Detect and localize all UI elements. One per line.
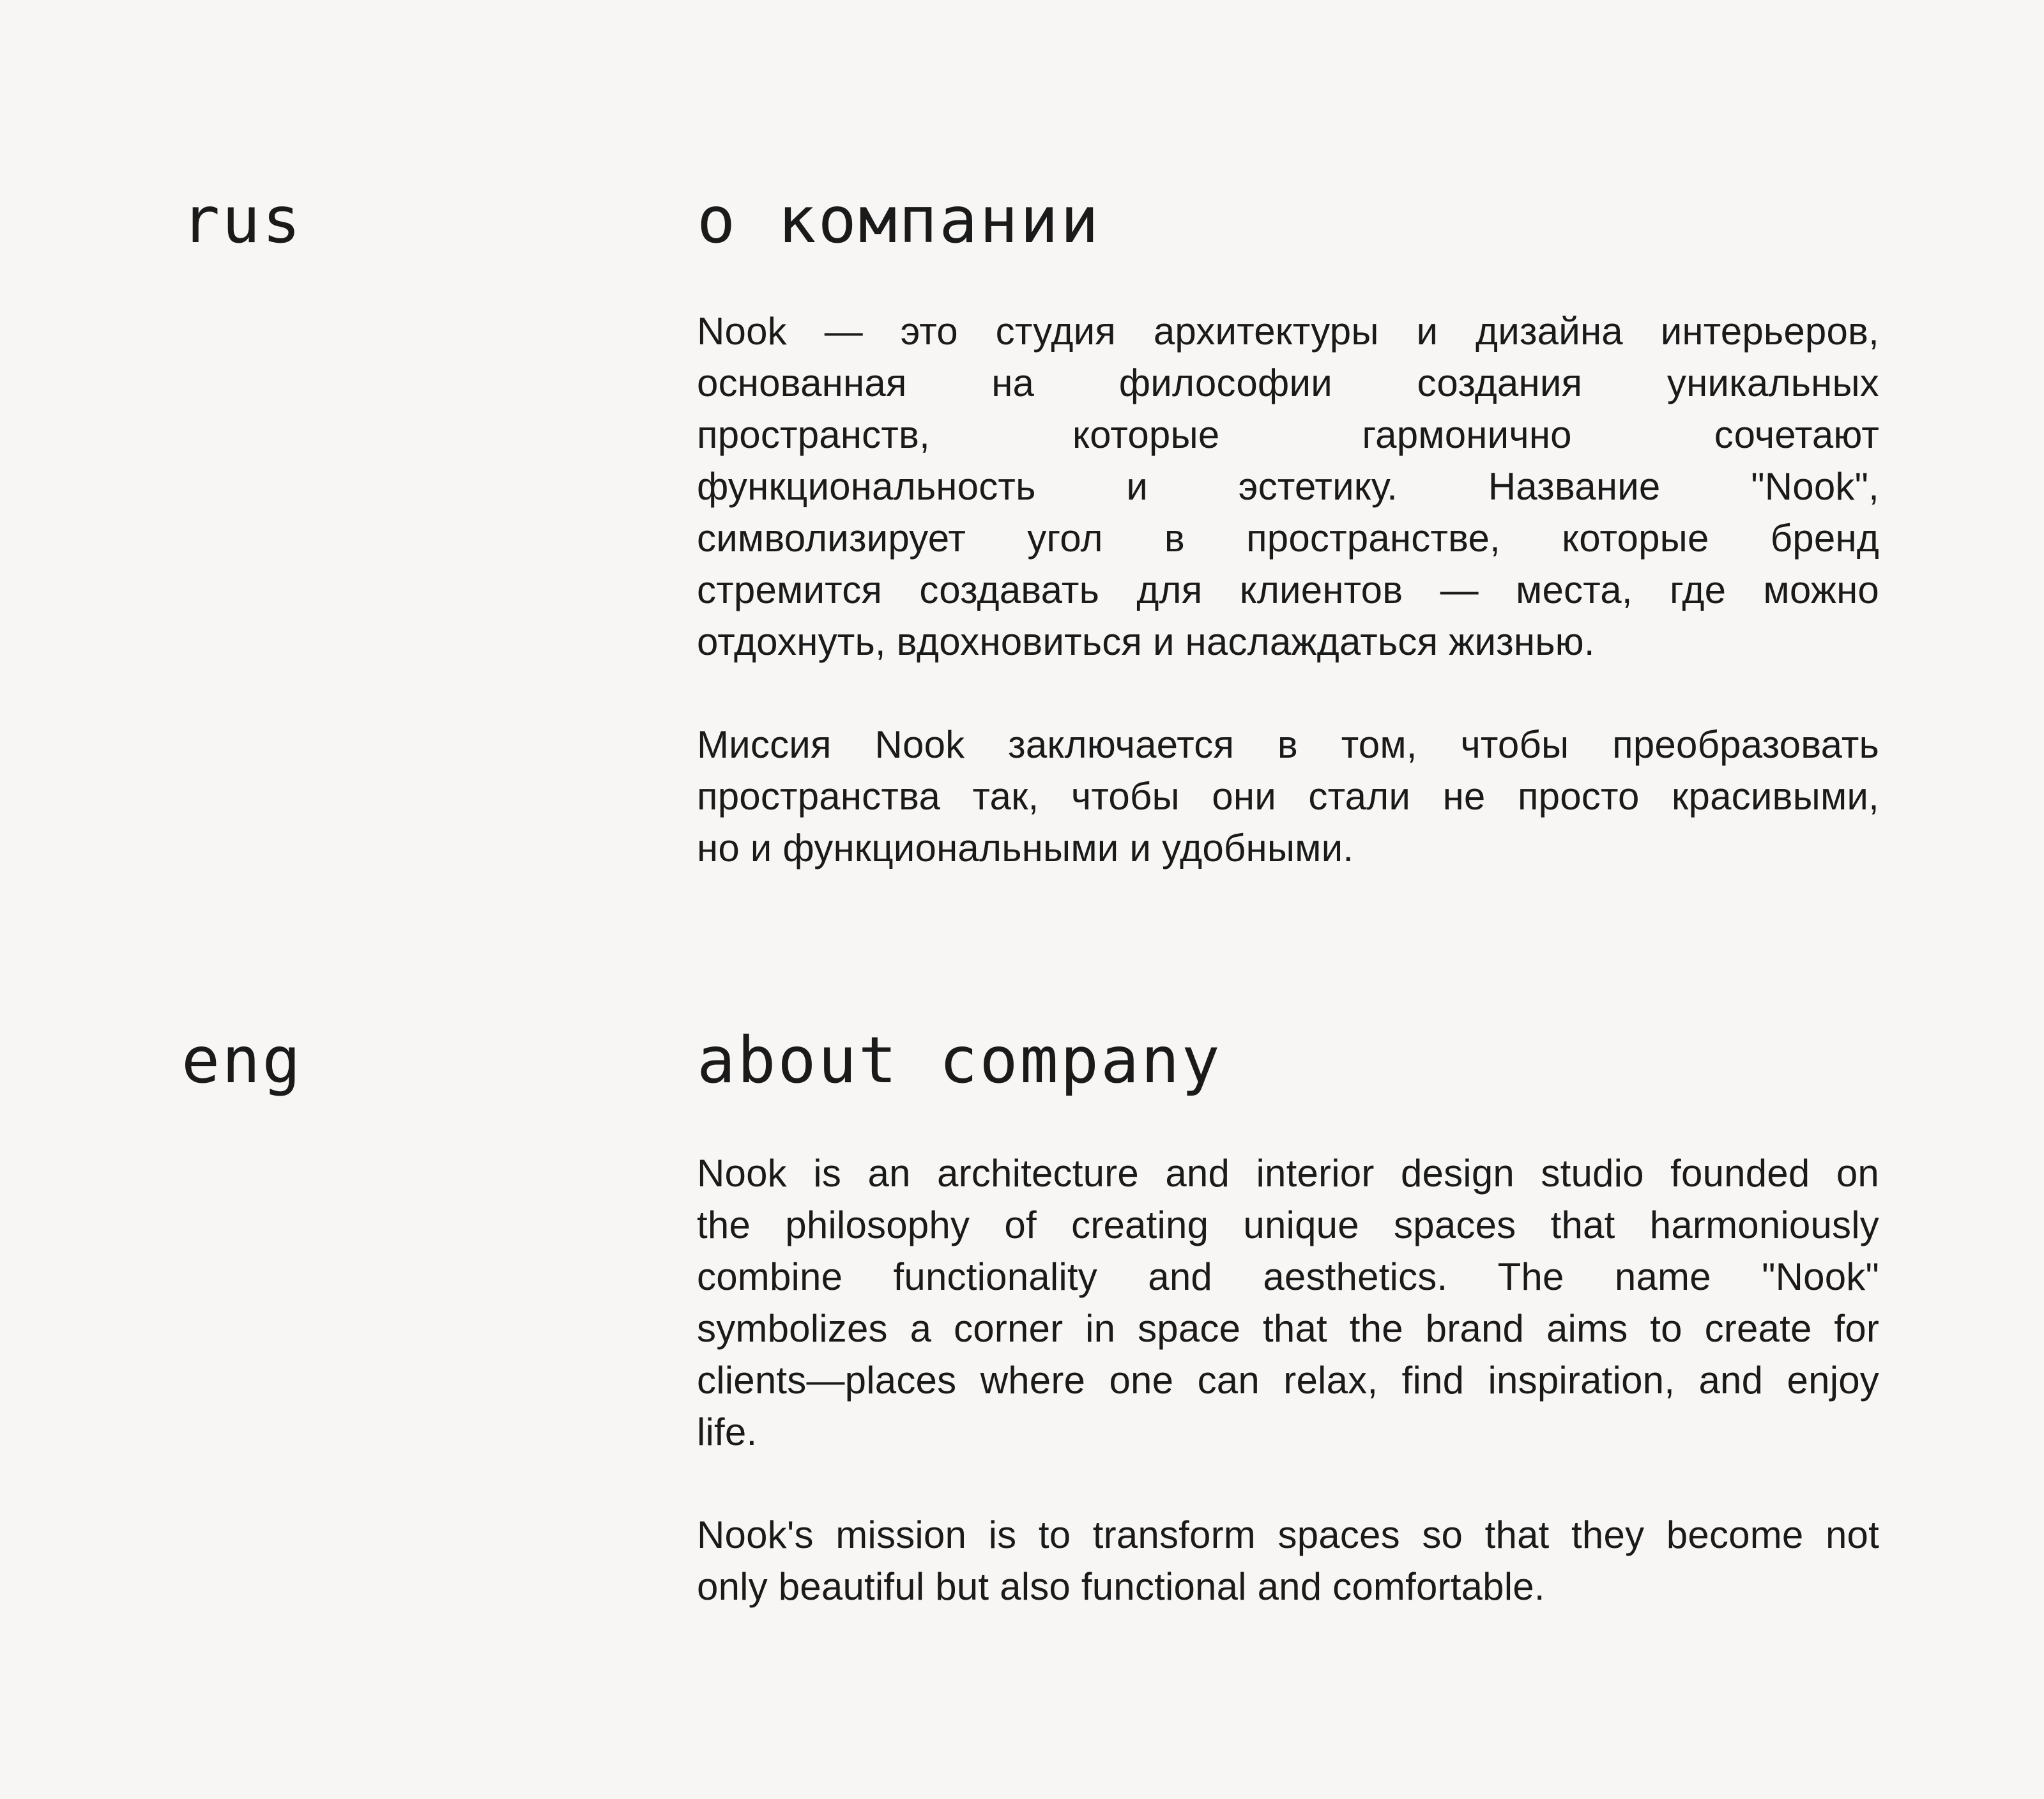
- text-line: отдохнуть, вдохновиться и наслаждаться жизнью.: [697, 620, 1595, 663]
- text-line: only beautiful but also functional and comfortable.: [697, 1565, 1545, 1608]
- paragraph-eng-2: [697, 1509, 1879, 1612]
- section-heading-eng: about company: [697, 1023, 1222, 1098]
- text-line: combine functionality and aesthetics. The name "Nook": [697, 1255, 1879, 1298]
- text-line: основанная на философии создания уникальных: [697, 362, 1879, 404]
- text-line: life.: [697, 1411, 758, 1453]
- section-body-rus: [697, 305, 1879, 874]
- paragraph-eng-1: [697, 1147, 1879, 1458]
- text-line: стремится создавать для клиентов — места, где можно: [697, 569, 1879, 611]
- text-line: clients—places where one can relax, find inspiration, and enjoy: [697, 1359, 1879, 1402]
- text-line: Nook is an architecture and interior design studio founded on: [697, 1152, 1879, 1195]
- text-line: the philosophy of creating unique spaces that harmoniously: [697, 1204, 1879, 1246]
- language-label-eng: eng: [181, 1023, 303, 1098]
- text-line: символизирует угол в пространстве, которые бренд: [697, 517, 1879, 560]
- paragraph-rus-2: [697, 719, 1879, 874]
- text-line: Миссия Nook заключается в том, чтобы преобразовать: [697, 723, 1879, 766]
- section-heading-rus: о компании: [697, 183, 1101, 257]
- paragraph-rus-1: [697, 305, 1879, 668]
- section-body-eng: [697, 1147, 1879, 1612]
- text-line: symbolizes a corner in space that the brand aims to create for: [697, 1307, 1879, 1350]
- text-line: пространств, которые гармонично сочетают: [697, 413, 1879, 456]
- text-line: пространства так, чтобы они стали не просто красивыми,: [697, 775, 1879, 818]
- text-line: Nook — это студия архитектуры и дизайна интерьеров,: [697, 310, 1879, 353]
- text-line: Nook's mission is to transform spaces so that they become not: [697, 1513, 1879, 1556]
- text-line: но и функциональными и удобными.: [697, 827, 1354, 869]
- language-label-rus: rus: [181, 183, 303, 257]
- text-line: функциональность и эстетику. Название "Nook",: [697, 465, 1879, 508]
